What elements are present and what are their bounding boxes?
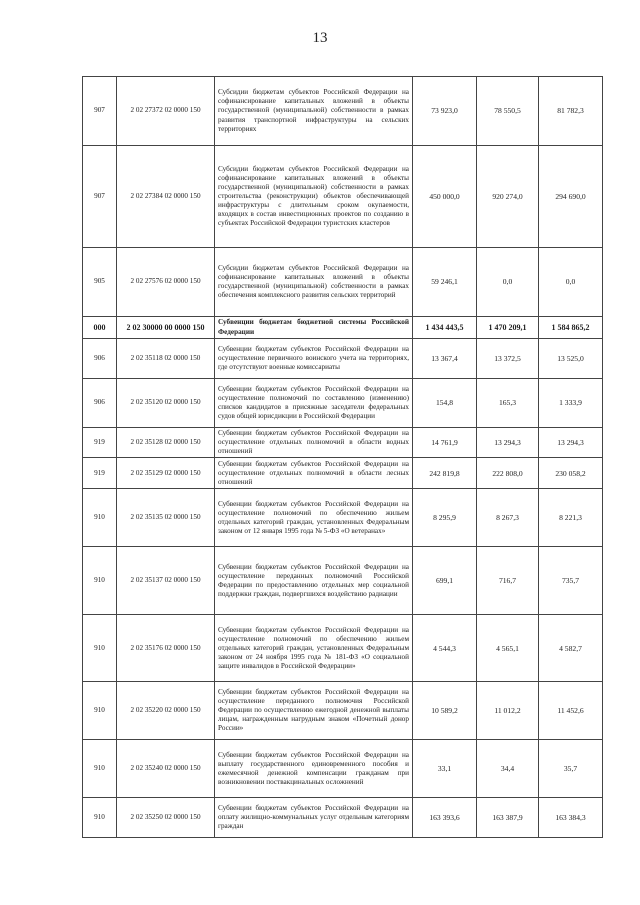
admin-code-cell: 000 (83, 317, 117, 339)
admin-code-cell: 910 (83, 489, 117, 547)
amount-year1-cell: 73 923,0 (413, 77, 477, 146)
income-name-cell: Субвенции бюджетам субъектов Российской Федерации на осуществление переданных полномочий Российской Федерации по предоставлению отдельных мер социальной поддержки граждан, подвергшихся воздействию радиации (215, 547, 413, 615)
amount-year3-cell: 81 782,3 (539, 77, 603, 146)
amount-year2-cell: 8 267,3 (477, 489, 539, 547)
budget-code-cell: 2 02 27372 02 0000 150 (117, 77, 215, 146)
income-name-cell: Субвенции бюджетам субъектов Российской Федерации на осуществление отдельных полномочий в области водных отношений (215, 428, 413, 458)
admin-code-cell: 910 (83, 615, 117, 682)
income-name-cell: Субвенции бюджетам субъектов Российской Федерации на осуществление полномочий по составлению (изменению) списков кандидатов в присяжные заседатели федеральных судов общей юрисдикции в Российской Федерации (215, 379, 413, 428)
table-row (83, 489, 603, 547)
budget-code-cell: 2 02 35176 02 0000 150 (117, 615, 215, 682)
budget-code-cell: 2 02 35118 02 0000 150 (117, 339, 215, 379)
amount-year1-cell: 450 000,0 (413, 146, 477, 248)
amount-year3-cell: 11 452,6 (539, 682, 603, 740)
amount-year3-cell: 294 690,0 (539, 146, 603, 248)
amount-year3-cell: 230 058,2 (539, 458, 603, 489)
amount-year1-cell: 154,8 (413, 379, 477, 428)
income-name-cell: Субвенции бюджетам субъектов Российской Федерации на осуществление отдельных полномочий в области лесных отношений (215, 458, 413, 489)
admin-code-cell: 907 (83, 77, 117, 146)
table-row (83, 740, 603, 798)
budget-code-cell: 2 02 35137 02 0000 150 (117, 547, 215, 615)
amount-year1-cell: 13 367,4 (413, 339, 477, 379)
amount-year3-cell: 1 333,9 (539, 379, 603, 428)
income-name-cell: Субвенции бюджетам бюджетной системы Российской Федерации (215, 317, 413, 339)
table-row (83, 682, 603, 740)
table-row (83, 547, 603, 615)
amount-year3-cell: 13 294,3 (539, 428, 603, 458)
admin-code-cell: 905 (83, 248, 117, 317)
amount-year2-cell: 13 372,5 (477, 339, 539, 379)
amount-year2-cell: 4 565,1 (477, 615, 539, 682)
amount-year3-cell: 35,7 (539, 740, 603, 798)
admin-code-cell: 910 (83, 682, 117, 740)
budget-code-cell: 2 02 35135 02 0000 150 (117, 489, 215, 547)
amount-year1-cell: 10 589,2 (413, 682, 477, 740)
income-name-cell: Субвенции бюджетам субъектов Российской Федерации на оплату жилищно-коммунальных услуг отдельным категориям граждан (215, 798, 413, 838)
amount-year2-cell: 34,4 (477, 740, 539, 798)
amount-year1-cell: 33,1 (413, 740, 477, 798)
budget-code-cell: 2 02 35220 02 0000 150 (117, 682, 215, 740)
amount-year1-cell: 242 819,8 (413, 458, 477, 489)
page-number: 13 (312, 30, 328, 46)
table-row (83, 379, 603, 428)
amount-year1-cell: 8 295,9 (413, 489, 477, 547)
budget-code-cell: 2 02 35120 02 0000 150 (117, 379, 215, 428)
income-name-cell: Субсидии бюджетам субъектов Российской Федерации на софинансирование капитальных вложений в объекты государственной (муниципальной) собственности в рамках развития транспортной инфраструктуры на сельских территориях (215, 77, 413, 146)
table-row (83, 458, 603, 489)
table-row (83, 317, 603, 339)
amount-year2-cell: 0,0 (477, 248, 539, 317)
income-name-cell: Субсидии бюджетам субъектов Российской Федерации на софинансирование капитальных вложений в объекты государственной (муниципальной) собственности в рамках строительства (реконструкции) объектов обеспечивающей инфраструктуры с длительным сроком окупаемости, входящих в состав инвестиционных проектов по созданию в субъектах Российской Федерации туристских кластеров (215, 146, 413, 248)
income-name-cell: Субвенции бюджетам субъектов Российской Федерации на осуществление первичного воинского учета на территориях, где отсутствуют военные комиссариаты (215, 339, 413, 379)
amount-year3-cell: 0,0 (539, 248, 603, 317)
amount-year2-cell: 78 550,5 (477, 77, 539, 146)
amount-year3-cell: 4 582,7 (539, 615, 603, 682)
table-row (83, 77, 603, 146)
amount-year1-cell: 59 246,1 (413, 248, 477, 317)
budget-code-cell: 2 02 27576 02 0000 150 (117, 248, 215, 317)
amount-year2-cell: 920 274,0 (477, 146, 539, 248)
amount-year2-cell: 1 470 209,1 (477, 317, 539, 339)
budget-code-cell: 2 02 35129 02 0000 150 (117, 458, 215, 489)
budget-code-cell: 2 02 35250 02 0000 150 (117, 798, 215, 838)
amount-year3-cell: 1 584 865,2 (539, 317, 603, 339)
admin-code-cell: 910 (83, 798, 117, 838)
table-row (83, 339, 603, 379)
amount-year1-cell: 4 544,3 (413, 615, 477, 682)
amount-year1-cell: 699,1 (413, 547, 477, 615)
amount-year2-cell: 716,7 (477, 547, 539, 615)
admin-code-cell: 907 (83, 146, 117, 248)
table-row (83, 615, 603, 682)
admin-code-cell: 906 (83, 339, 117, 379)
budget-code-cell: 2 02 30000 00 0000 150 (117, 317, 215, 339)
income-name-cell: Субвенции бюджетам субъектов Российской Федерации на выплату государственного единовременного пособия и ежемесячной денежной компенсации гражданам при возникновении поствакцинальных осложнений (215, 740, 413, 798)
budget-code-cell: 2 02 35240 02 0000 150 (117, 740, 215, 798)
amount-year2-cell: 163 387,9 (477, 798, 539, 838)
amount-year3-cell: 163 384,3 (539, 798, 603, 838)
admin-code-cell: 919 (83, 458, 117, 489)
income-name-cell: Субвенции бюджетам субъектов Российской Федерации на осуществление полномочий по обеспечению жильем отдельных категорий граждан, установленных Федеральным законом от 24 ноября 1995 года № 181-ФЗ «О социальной защите инвалидов в Российской Федерации» (215, 615, 413, 682)
budget-code-cell: 2 02 35128 02 0000 150 (117, 428, 215, 458)
budget-code-cell: 2 02 27384 02 0000 150 (117, 146, 215, 248)
table-row (83, 798, 603, 838)
amount-year2-cell: 222 808,0 (477, 458, 539, 489)
income-name-cell: Субвенции бюджетам субъектов Российской Федерации на осуществление полномочий по обеспечению жильем отдельных категорий граждан, установленных Федеральным законом от 12 января 1995 года № 5-ФЗ «О ветеранах» (215, 489, 413, 547)
amount-year1-cell: 1 434 443,5 (413, 317, 477, 339)
admin-code-cell: 910 (83, 547, 117, 615)
amount-year1-cell: 14 761,9 (413, 428, 477, 458)
amount-year1-cell: 163 393,6 (413, 798, 477, 838)
amount-year2-cell: 165,3 (477, 379, 539, 428)
admin-code-cell: 919 (83, 428, 117, 458)
amount-year3-cell: 735,7 (539, 547, 603, 615)
amount-year2-cell: 13 294,3 (477, 428, 539, 458)
admin-code-cell: 910 (83, 740, 117, 798)
amount-year2-cell: 11 012,2 (477, 682, 539, 740)
income-name-cell: Субвенции бюджетам субъектов Российской Федерации на осуществление переданного полномочия Российской Федерации по осуществлению ежегодной денежной выплаты лицам, награжденным нагрудным знаком «Почетный донор России» (215, 682, 413, 740)
income-name-cell: Субсидии бюджетам субъектов Российской Федерации на софинансирование капитальных вложений в объекты государственной (муниципальной) собственности в рамках обеспечения комплексного развития сельских территорий (215, 248, 413, 317)
admin-code-cell: 906 (83, 379, 117, 428)
table-row (83, 248, 603, 317)
table-row (83, 146, 603, 248)
amount-year3-cell: 13 525,0 (539, 339, 603, 379)
budget-table (82, 76, 603, 838)
table-row (83, 428, 603, 458)
amount-year3-cell: 8 221,3 (539, 489, 603, 547)
